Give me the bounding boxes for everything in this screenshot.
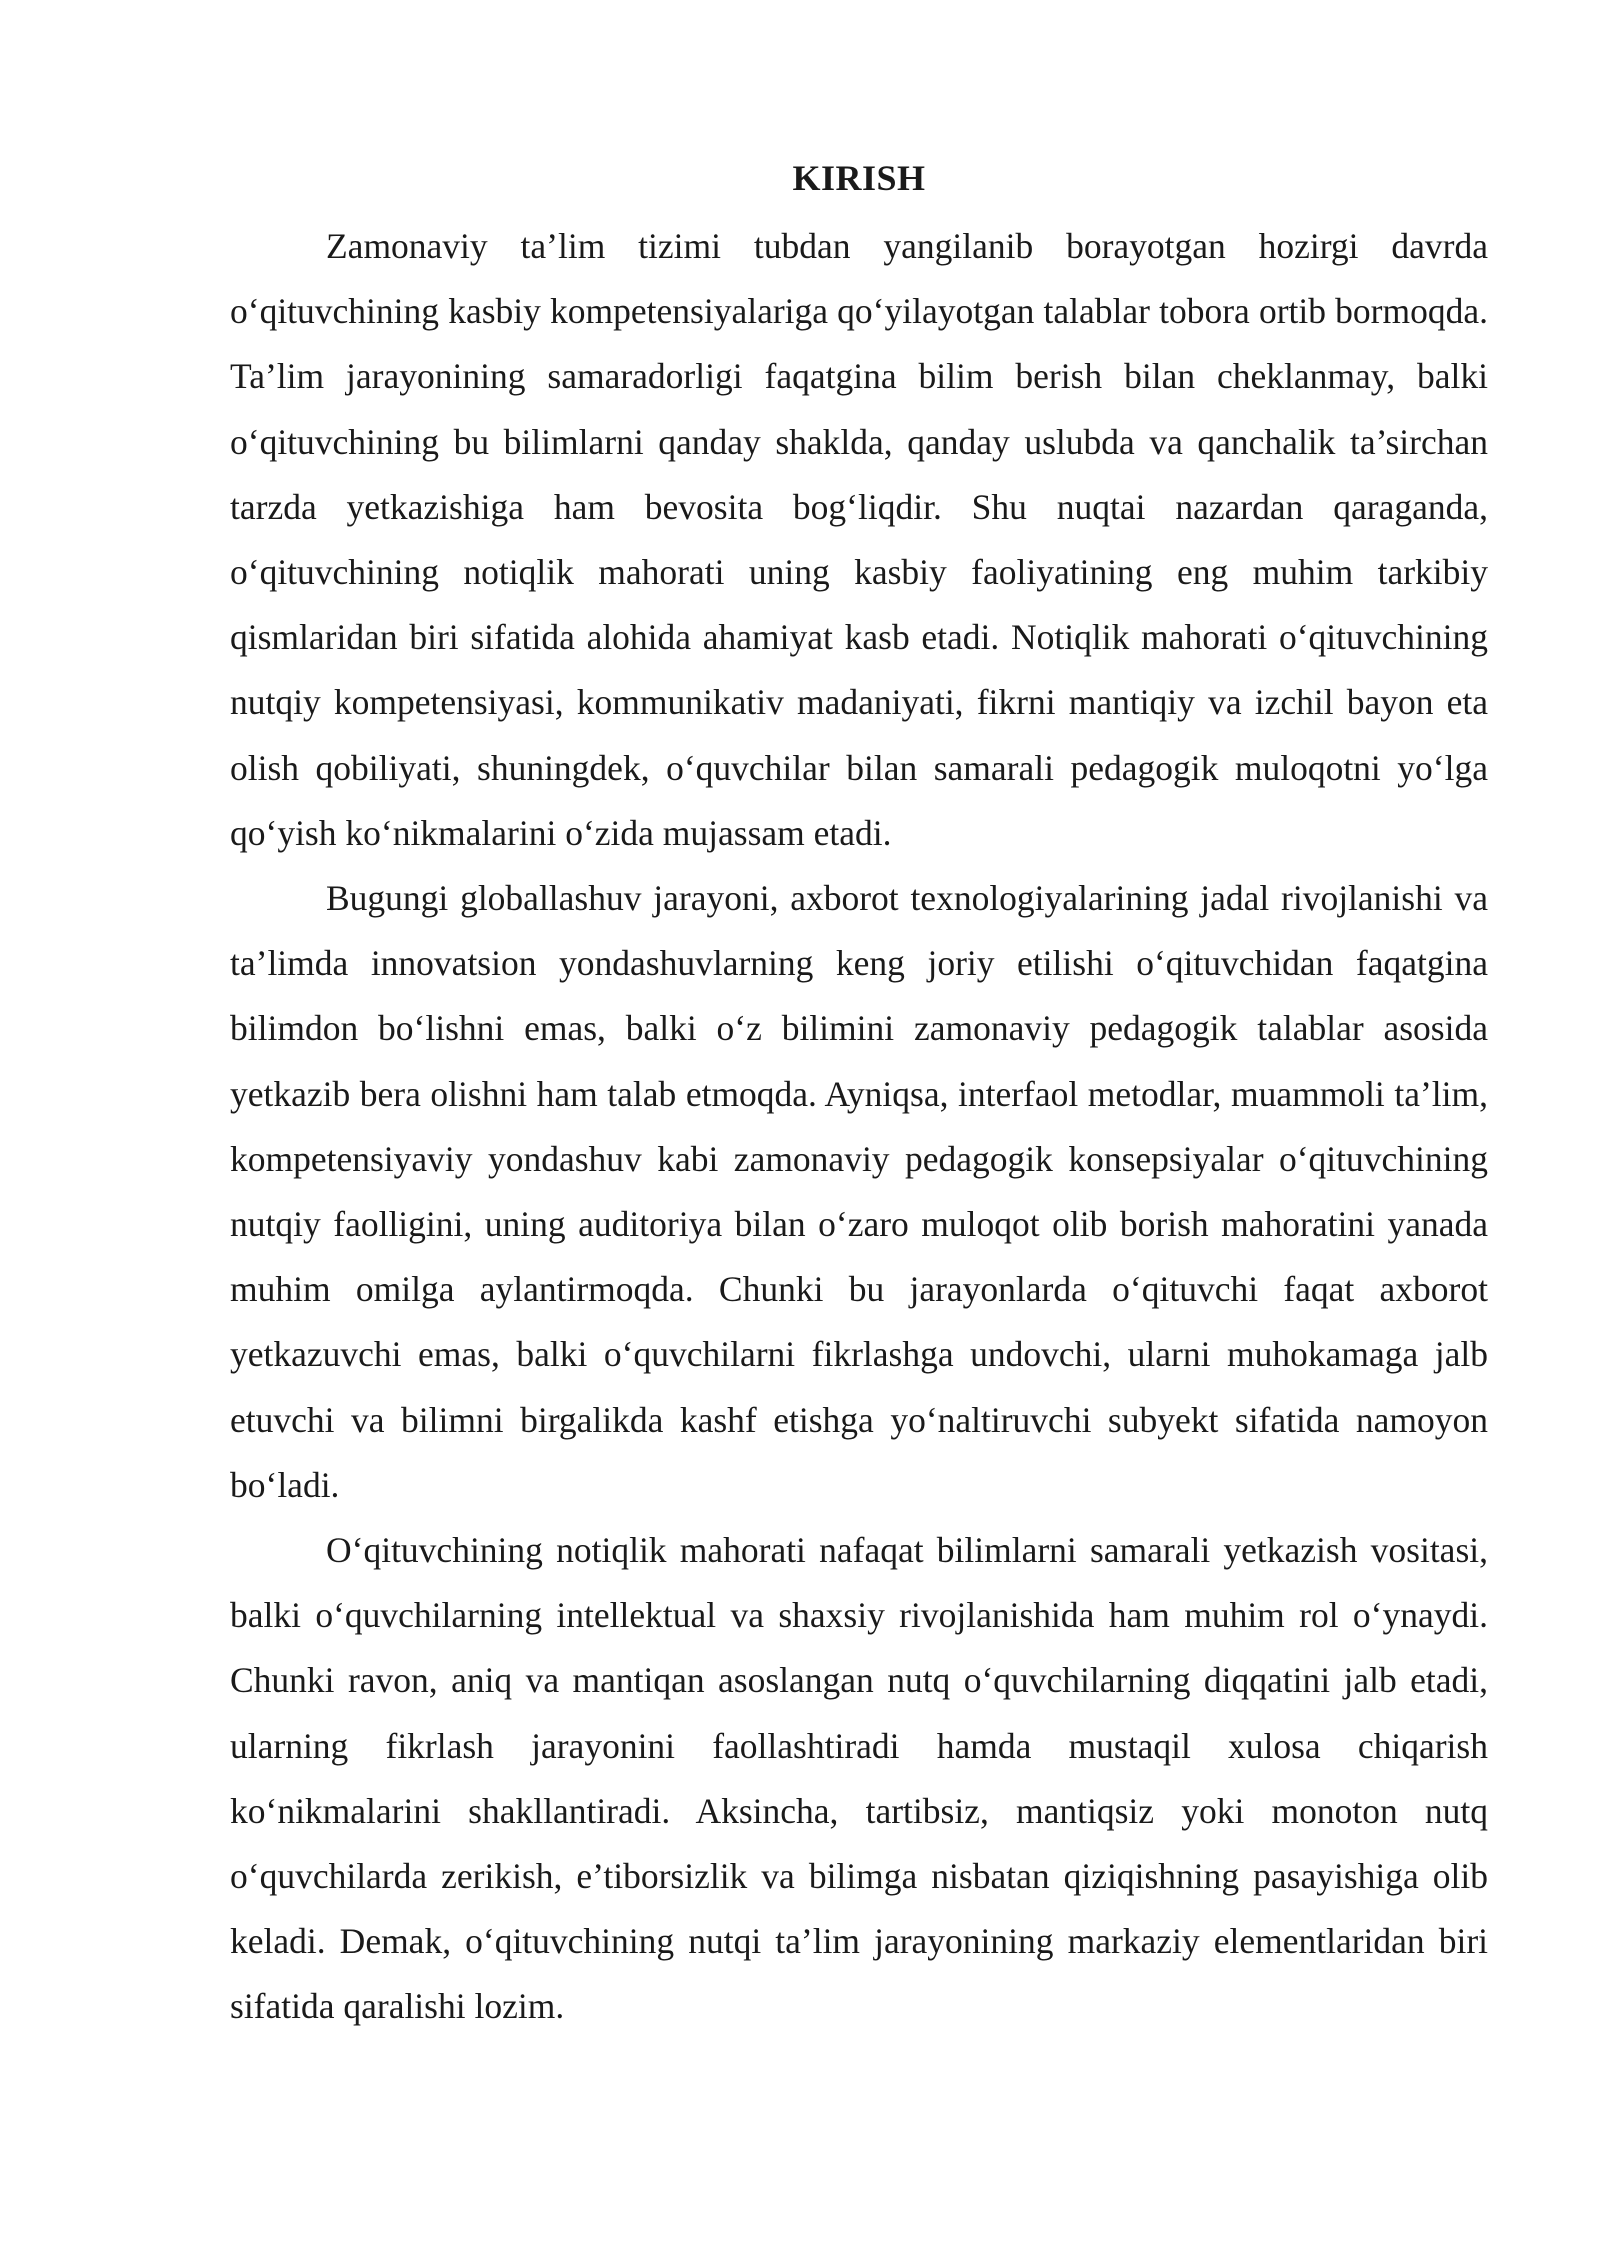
- paragraph-1: Zamonaviy ta’lim tizimi tubdan yangilanib borayotgan hozirgi davrda o‘qituvchining kasbiy kompetensiyalariga qo‘yilayotgan talablar tobora ortib bormoqda. Ta’lim jarayonining samaradorligi faqatgina bilim berish bilan cheklanmay, balki o‘qituvchining bu bilimlarni qanday shaklda, qanday uslubda va qanchalik ta’sirchan tarzda yetkazishiga ham bevosita bog‘liqdir. Shu nuqtai nazardan qaraganda, o‘qituvchining notiqlik mahorati uning kasbiy faoliyatining eng muhim tarkibiy qismlaridan biri sifatida alohida ahamiyat kasb etadi. Notiqlik mahorati o‘qituvchining nutqiy kompetensiyasi, kommunikativ madaniyati, fikrni mantiqiy va izchil bayon eta olish qobiliyati, shuningdek, o‘quvchilar bilan samarali pedagogik muloqotni yo‘lga qo‘yish ko‘nikmalarini o‘zida mujassam etadi.: [230, 226, 1488, 853]
- paragraph-3: O‘qituvchining notiqlik mahorati nafaqat bilimlarni samarali yetkazish vositasi, balki o‘quvchilarning intellektual va shaxsiy rivojlanishida ham muhim rol o‘ynaydi. Chunki ravon, aniq va mantiqan asoslangan nutq o‘quvchilarning diqqatini jalb etadi, ularning fikrlash jarayonini faollashtiradi hamda mustaqil xulosa chiqarish ko‘nikmalarini shakllantiradi. Aksincha, tartibsiz, mantiqsiz yoki monoton nutq o‘quvchilarda zerikish, e’tiborsizlik va bilimga nisbatan qiziqishning pasayishiga olib keladi. Demak, o‘qituvchining nutqi ta’lim jarayonining markaziy elementlaridan biri sifatida qaralishi lozim.: [230, 1530, 1488, 2027]
- page-title: KIRISH: [792, 158, 926, 198]
- paragraph-2: Bugungi globallashuv jarayoni, axborot texnologiyalarining jadal rivojlanishi va ta’limda innovatsion yondashuvlarning keng joriy etilishi o‘qituvchidan faqatgina bilimdon bo‘lishni emas, balki o‘z bilimini zamonaviy pedagogik talablar asosida yetkazib bera olishni ham talab etmoqda. Ayniqsa, interfaol metodlar, muammoli ta’lim, kompetensiyaviy yondashuv kabi zamonaviy pedagogik konsepsiyalar o‘qituvchining nutqiy faolligini, uning auditoriya bilan o‘zaro muloqot olib borish mahoratini yanada muhim omilga aylantirmoqda. Chunki bu jarayonlarda o‘qituvchi faqat axborot yetkazuvchi emas, balki o‘quvchilarni fikrlashga undovchi, ularni muhokamaga jalb etuvchi va bilimni birgalikda kashf etishga yo‘naltiruvchi subyekt sifatida namoyon bo‘ladi.: [230, 878, 1488, 1505]
